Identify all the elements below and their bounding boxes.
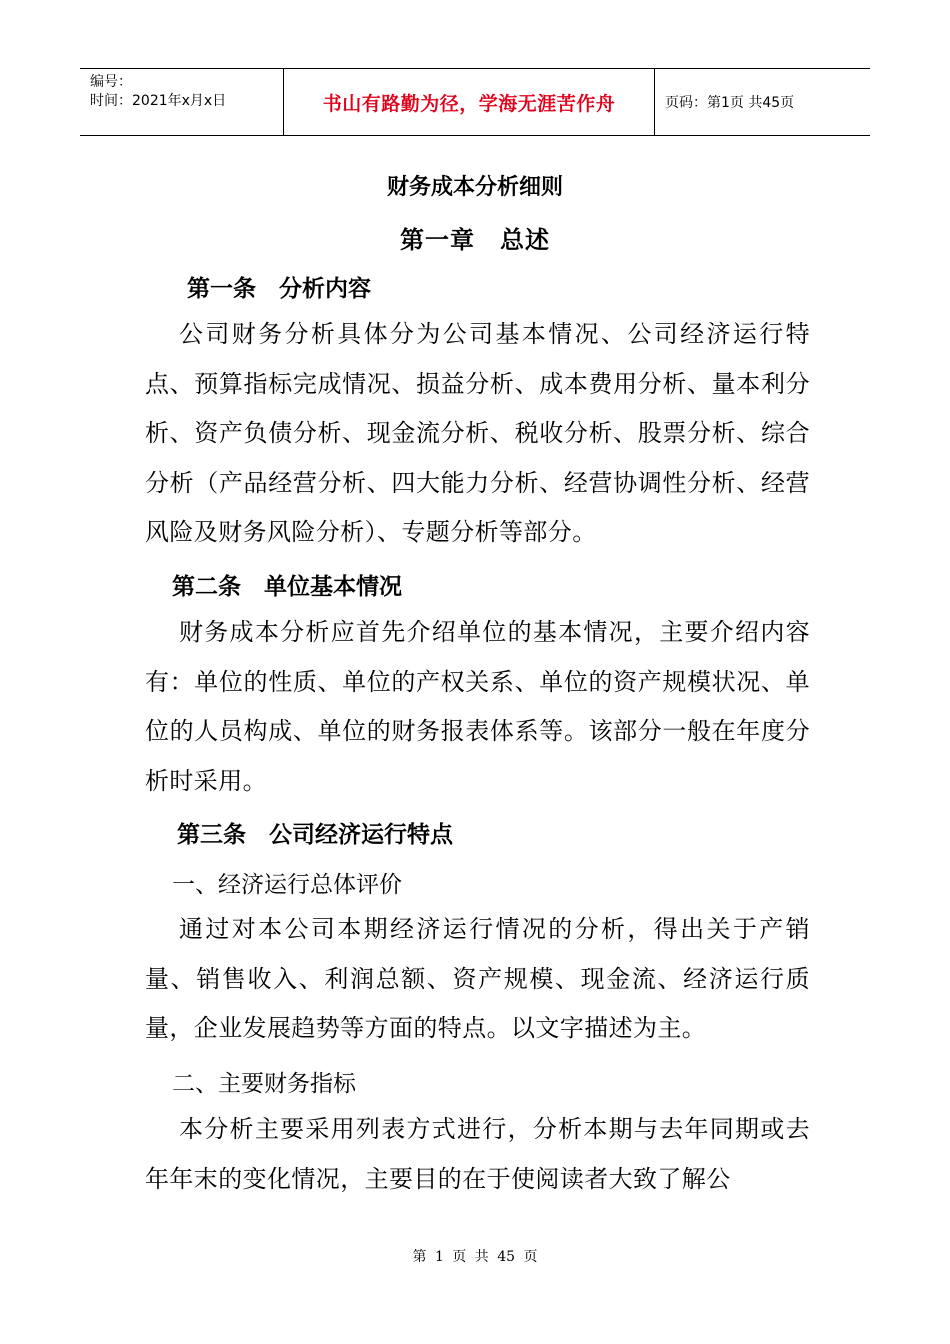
page-footer: 第 1 页 共 45 页 [412, 1249, 538, 1265]
article-paragraph-2: 财务成本分析应首先介绍单位的基本情况，主要介绍内容有：单位的性质、单位的产权关系、单位的资产规模状况、单位的人员构成、单位的财务报表体系等。该部分一般在年度分析时采用。 [145, 618, 810, 795]
section-heading-financial-indicators: 二、主要财务指标 [172, 1071, 356, 1097]
document-title: 财务成本分析细则 [386, 175, 563, 200]
article-paragraph-3b: 本分析主要采用列表方式进行，分析本期与去年同期或去年年末的变化情况，主要目的在于使阅读者大致了解公 [145, 1115, 810, 1193]
article-paragraph-3a: 通过对本公司本期经济运行情况的分析，得出关于产销量、销售收入、利润总额、资产规模、现金流、经济运行质量，企业发展趋势等方面的特点。以文字描述为主。 [145, 915, 810, 1042]
header-meta-cell [80, 69, 283, 135]
article-paragraph-1: 公司财务分析具体分为公司基本情况、公司经济运行特点、预算指标完成情况、损益分析、成本费用分析、量本利分析、资产负债分析、现金流分析、税收分析、股票分析、综合分析（产品经营分析、四大能力分析、经营协调性分析、经营风险及财务风险分析）、专题分析等部分。 [145, 320, 810, 546]
document-number-label: 编号： [90, 74, 132, 90]
header-page-info: 页码：第1页 共45页 [665, 95, 795, 111]
chapter-heading: 第一章 总述 [400, 226, 550, 254]
document-time-label: 时间：2021年x月x日 [90, 93, 227, 109]
header-motto: 书山有路勤为径，学海无涯苦作舟 [283, 69, 655, 135]
article-heading-1: 第一条 分析内容 [187, 276, 371, 302]
article-heading-2: 第二条 单位基本情况 [172, 574, 402, 600]
article-heading-3: 第三条 公司经济运行特点 [177, 822, 453, 848]
document-header-table [80, 68, 870, 136]
section-heading-overall-evaluation: 一、经济运行总体评价 [172, 872, 402, 898]
